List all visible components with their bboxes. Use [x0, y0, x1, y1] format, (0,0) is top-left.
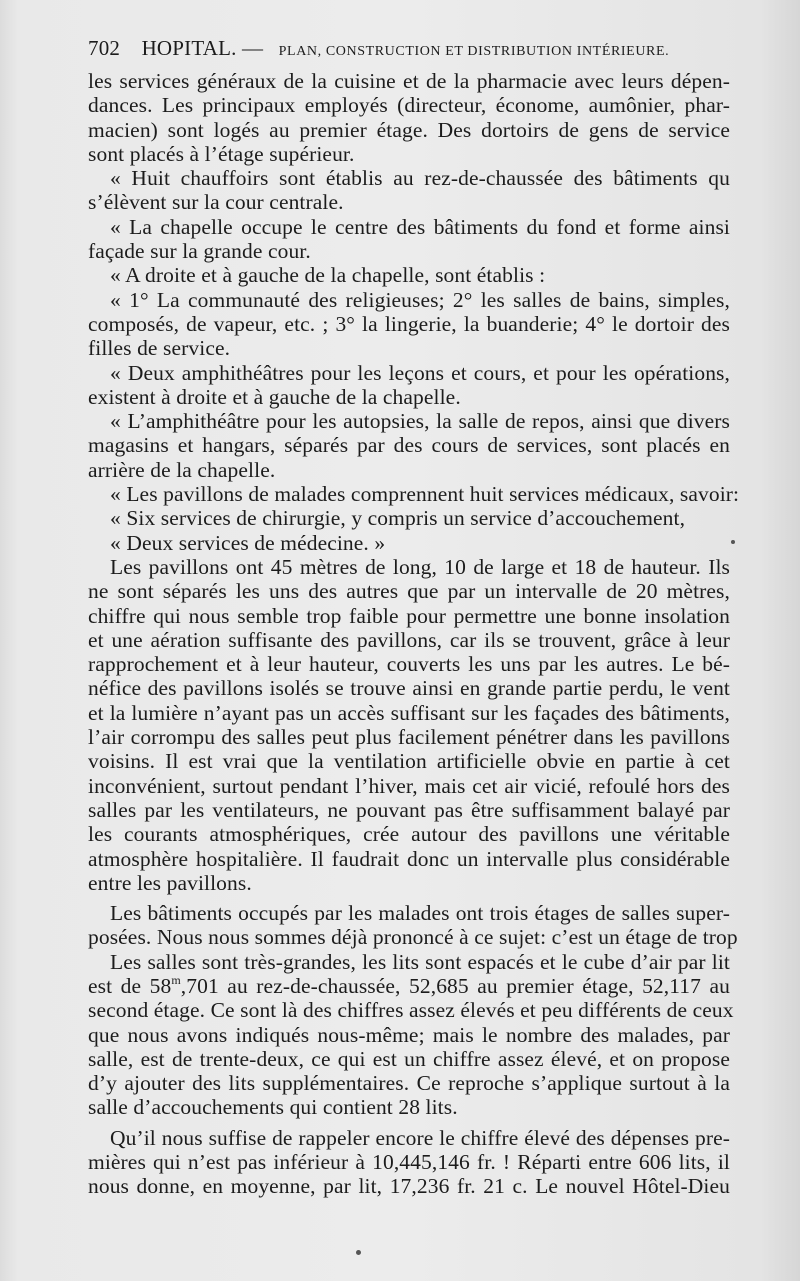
- text-line: façade sur la grande cour.: [88, 239, 311, 264]
- text-line: sont placés à l’étage supérieur.: [88, 141, 355, 166]
- header-subtitle: PLAN, CONSTRUCTION ET DISTRIBUTION INTÉRIEURE.: [278, 44, 670, 59]
- text-line: Qu’il nous suffise de rappeler encore le chiffre élevé des dépenses pre-: [110, 1125, 730, 1150]
- page-body-text: [88, 69, 740, 1199]
- text-line: voisins. Il est vrai que la ventilation artificielle obvie en partie à cet: [88, 749, 730, 774]
- text-line: atmosphère hospitalière. Il faudrait donc un intervalle plus considérable: [88, 846, 730, 871]
- text-line: dances. Les principaux employés (directeur, économe, aumônier, phar-: [88, 93, 730, 118]
- text-line: « 1° La communauté des religieuses; 2° les salles de bains, simples,: [110, 287, 730, 312]
- text-line: « A droite et à gauche de la chapelle, sont établis :: [110, 263, 546, 288]
- text-line: « L’amphithéâtre pour les autopsies, la salle de repos, ainsi que divers: [110, 409, 730, 434]
- text-segment: est de 58: [88, 973, 172, 998]
- text-line: « Huit chauffoirs sont établis au rez-de-chaussée des bâtiments qu: [110, 166, 730, 191]
- text-line: rapprochement et à leur hauteur, couverts les uns par les autres. Le bé-: [88, 652, 730, 677]
- text-line: existent à droite et à gauche de la chapelle.: [88, 384, 461, 409]
- text-line: « Six services de chirurgie, y compris un service d’accouchement,: [110, 506, 686, 531]
- text-line: Les bâtiments occupés par les malades ont trois étages de salles super-: [110, 901, 730, 926]
- text-line: arrière de la chapelle.: [88, 457, 276, 482]
- text-line: néfice des pavillons isolés se trouve ainsi en grande partie perdu, le vent: [88, 676, 730, 701]
- text-line: mières qui n’est pas inférieur à 10,445,146 fr. ! Réparti entre 606 lits, il: [88, 1150, 730, 1175]
- text-line: s’élèvent sur la cour centrale.: [88, 190, 344, 215]
- text-line: que nous avons indiqués nous-même; mais le nombre des malades, par: [88, 1022, 730, 1047]
- text-line: « Les pavillons de malades comprennent huit services médicaux, savoir:: [110, 482, 740, 507]
- text-line: filles de service.: [88, 336, 231, 361]
- text-line: les courants atmosphériques, crée autour des pavillons une véritable: [88, 822, 730, 847]
- ink-speck: [731, 540, 735, 544]
- text-line: chiffre qui nous semble trop faible pour permettre une bonne insolation: [88, 603, 730, 628]
- text-line: d’y ajouter des lits supplémentaires. Ce reproche s’applique surtout à la: [88, 1071, 730, 1096]
- text-line: ne sont séparés les uns des autres que par un intervalle de 20 mètres,: [88, 579, 730, 604]
- text-line: Les pavillons ont 45 mètres de long, 10 de large et 18 de hauteur. Ils: [110, 554, 730, 579]
- text-line: Les salles sont très-grandes, les lits sont espacés et le cube d’air par lit: [110, 949, 730, 974]
- text-line: et une aération suffisante des pavillons, car ils se trouvent, grâce à leur: [88, 627, 730, 652]
- text-line: « Deux services de médecine. »: [110, 530, 386, 555]
- header-title: HOPITAL. —: [141, 36, 264, 60]
- text-segment: ,701 au rez-de-chaussée, 52,685 au premier étage, 52,117 au: [180, 973, 730, 998]
- text-line: salle, est de trente-deux, ce qui est un chiffre assez élevé, et on propose: [88, 1046, 730, 1071]
- text-line: inconvénient, surtout pendant l’hiver, mais cet air vicié, refoulé hors des: [88, 773, 730, 798]
- page-number: 702: [88, 36, 121, 60]
- text-line: salle d’accouchements qui contient 28 lits.: [88, 1095, 458, 1120]
- text-line: entre les pavillons.: [88, 870, 252, 895]
- text-line: composés, de vapeur, etc. ; 3° la lingerie, la buanderie; 4° le dortoir des: [88, 311, 730, 336]
- text-line: posées. Nous nous sommes déjà prononcé à ce sujet: c’est un étage de trop: [88, 925, 738, 950]
- superscript-unit: m: [171, 972, 181, 987]
- text-line: magasins et hangars, séparés par des cours de services, sont placés en: [88, 433, 730, 458]
- text-line: second étage. Ce sont là des chiffres assez élevés et peu différents de ceux: [88, 998, 734, 1023]
- text-line: nous donne, en moyenne, par lit, 17,236 fr. 21 c. Le nouvel Hôtel-Dieu: [88, 1174, 730, 1199]
- text-line: « Deux amphithéâtres pour les leçons et cours, et pour les opérations,: [110, 360, 730, 385]
- text-line: les services généraux de la cuisine et de la pharmacie avec leurs dépen-: [88, 69, 730, 93]
- text-line: l’air corrompu des salles peut plus facilement pénétrer dans les pavillons: [88, 725, 730, 750]
- running-header: [88, 36, 728, 64]
- text-line: et la lumière n’ayant pas un accès suffisant sur les façades des bâtiments,: [88, 700, 730, 725]
- text-line: « La chapelle occupe le centre des bâtiments du fond et forme ainsi: [110, 214, 730, 239]
- text-line: salles par les ventilateurs, ne pouvant pas être suffisamment balayé par: [88, 797, 730, 822]
- text-line: [88, 974, 730, 998]
- ink-speck: [356, 1250, 361, 1255]
- text-line: macien) sont logés au premier étage. Des dortoirs de gens de service: [88, 117, 730, 142]
